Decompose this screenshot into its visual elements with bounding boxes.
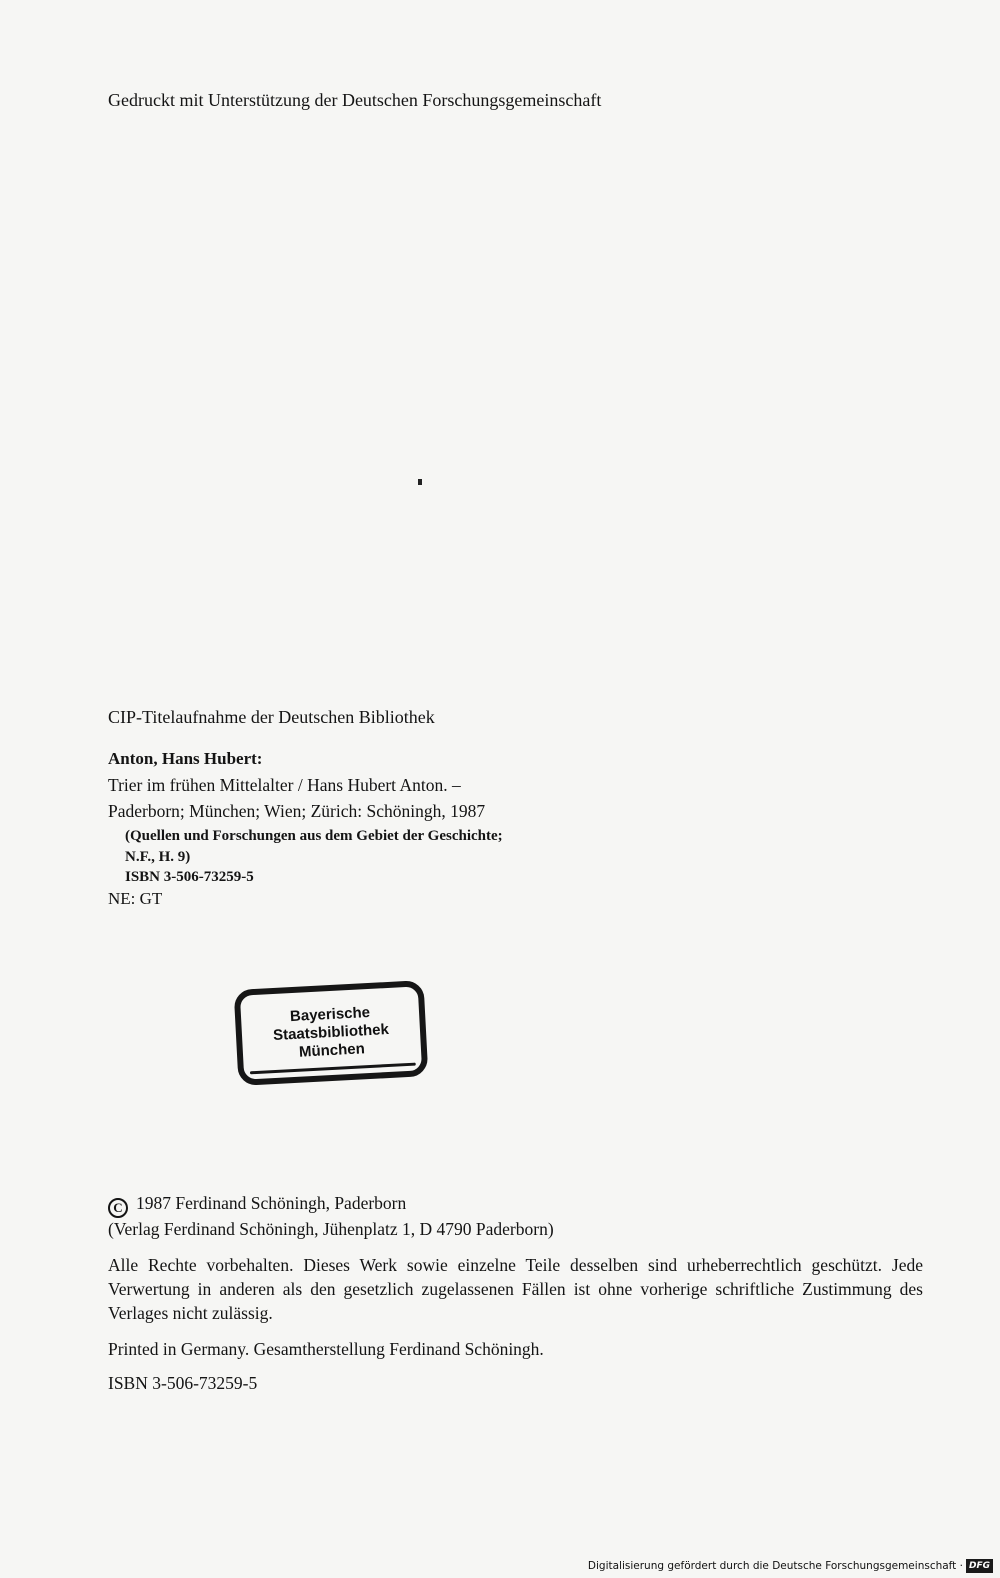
cip-series: (Quellen und Forschungen aus dem Gebiet der Geschichte; [125, 828, 503, 844]
stamp-line-3: München [298, 1040, 366, 1061]
cip-isbn: ISBN 3-506-73259-5 [125, 869, 254, 885]
cip-ne: NE: GT [108, 889, 163, 908]
cip-series-part: N.F., H. 9) [125, 849, 191, 865]
footer-text: Digitalisierung gefördert durch die Deutsche Forschungsgemeinschaft · [587, 1560, 963, 1572]
copyright-text: 1987 Ferdinand Schöningh, Paderborn [136, 1193, 407, 1213]
copyright-icon: C [108, 1198, 128, 1218]
dfg-logo-icon: DFG [966, 1559, 993, 1573]
cip-author: Anton, Hans Hubert: [108, 749, 263, 768]
print-speck [418, 479, 422, 485]
printed-in-note: Printed in Germany. Gesamtherstellung Ferdinand Schöningh. [108, 1339, 544, 1359]
cip-publication-line: Paderborn; München; Wien; Zürich: Schöningh, 1987 [108, 801, 486, 821]
stamp-line-2: Staatsbibliothek [272, 1020, 390, 1045]
library-stamp [234, 980, 429, 1086]
show-through-title [0, 190, 1000, 261]
cip-heading: CIP-Titelaufnahme der Deutschen Bibliothek [108, 707, 435, 727]
rights-notice: Alle Rechte vorbehalten. Dieses Werk sowie einzelne Teile desselben sind urheberrechtlich geschützt. Jede Verwertung in anderen als den gesetzlich zugelassenen Fällen ist ohne vorherige schriftliche Zustimmung des Verlages nicht zulässig. [108, 1255, 923, 1323]
funding-note: Gedruckt mit Unterstützung der Deutschen Forschungsgemeinschaft [108, 90, 602, 110]
digitization-footer [588, 1557, 993, 1575]
publisher-address: (Verlag Ferdinand Schöningh, Jühenplatz 1, D 4790 Paderborn) [108, 1219, 554, 1239]
isbn-line: ISBN 3-506-73259-5 [108, 1373, 258, 1393]
stamp-line-1: Bayerische [289, 1003, 371, 1026]
cip-title-line: Trier im frühen Mittelalter / Hans Hubert Anton. – [108, 775, 461, 795]
copyright-line [108, 1193, 406, 1218]
